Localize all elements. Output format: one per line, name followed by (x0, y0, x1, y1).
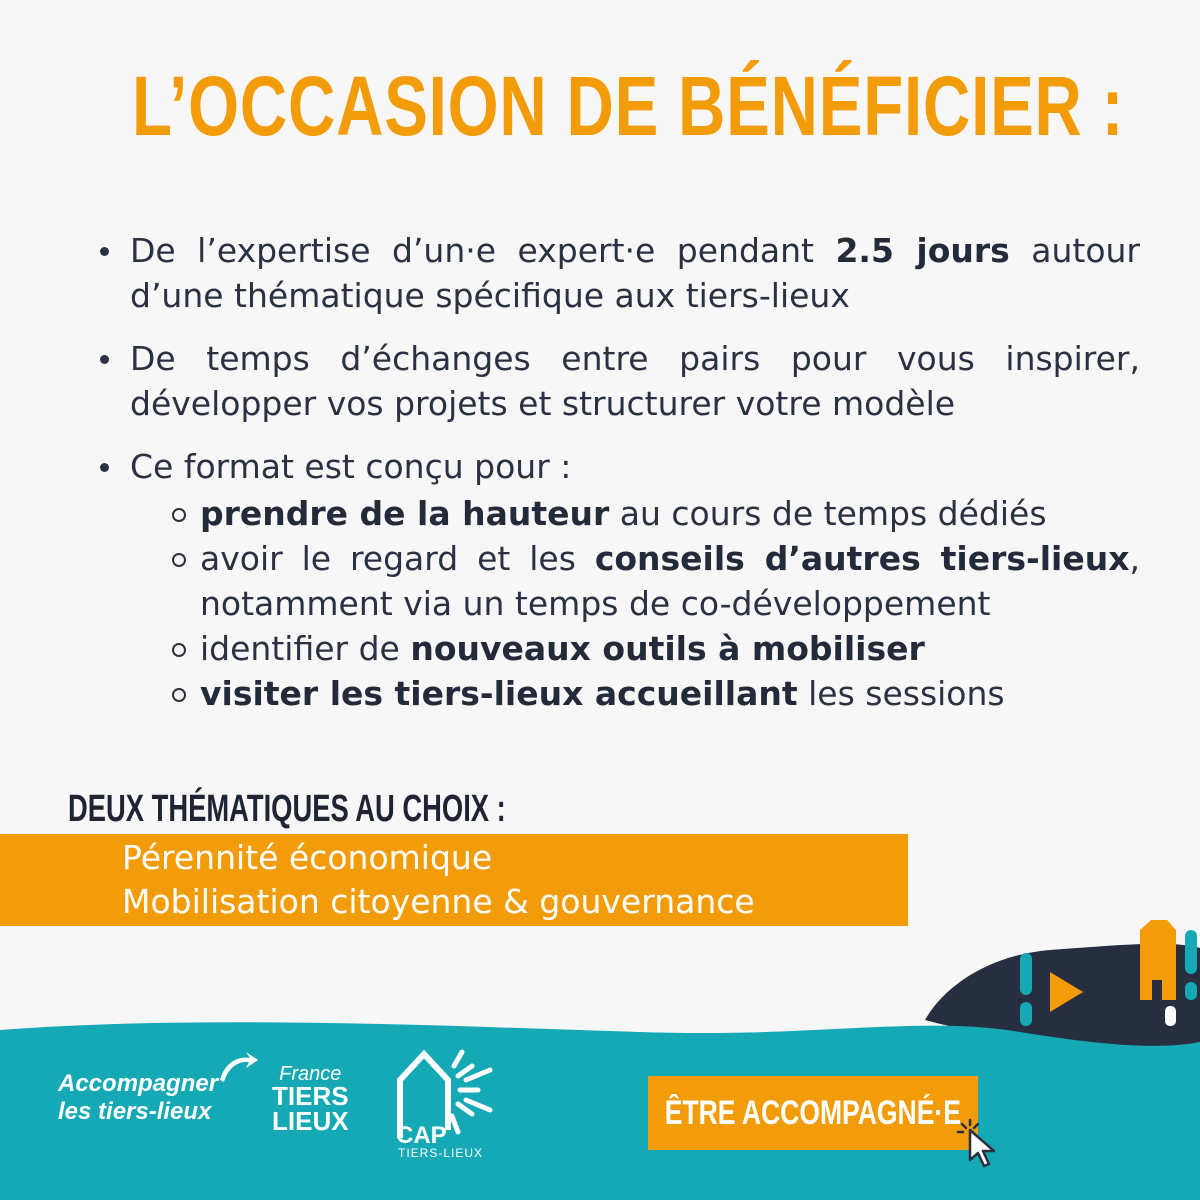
sub-text: au cours de temps dédiés (609, 494, 1047, 533)
sub-list-item (170, 491, 1140, 536)
sub-list-item (170, 536, 1140, 626)
page-title: L’OCCASION DE BÉNÉFICIER : (132, 59, 1125, 153)
logo-text: Accompagner (58, 1070, 219, 1097)
bullet-text: De l’expertise d’un·e expert·e pendant (130, 231, 836, 270)
france-tiers-lieux-logo (272, 1064, 349, 1134)
bullet-text: autour d’une thématique spécifique aux tiers-lieux (130, 231, 1140, 315)
bullet-text: De temps d’échanges entre pairs pour vous inspirer, développer vos projets et structurer votre modèle (130, 339, 1140, 423)
deco-bar (1165, 1006, 1176, 1026)
sub-list (130, 491, 1140, 716)
sub-bold: prendre de la hauteur (200, 494, 610, 533)
sub-list-item (170, 626, 1140, 671)
cursor-icon (956, 1118, 1004, 1170)
logo-text: CAP (396, 1122, 447, 1149)
logo-text: TIERS-LIEUX (398, 1146, 484, 1160)
deco-bar (1020, 1002, 1032, 1026)
footer-decoration (0, 920, 1200, 1200)
sub-bold: conseils d’autres tiers-lieux (594, 539, 1130, 578)
bullet-text: Ce format est conçu pour : (130, 447, 572, 486)
deco-bar (1185, 982, 1197, 1000)
sub-text: avoir le regard et les (200, 539, 595, 578)
sub-text: , notamment via un temps de co-développement (200, 539, 1140, 623)
theme-item: Mobilisation citoyenne & gouvernance (122, 882, 755, 921)
deco-bar (1020, 953, 1032, 995)
sub-bold: visiter les tiers-lieux accueillant (200, 674, 798, 713)
logo-text: LIEUX (272, 1106, 349, 1136)
cta-label: ÊTRE ACCOMPAGNÉ·E (664, 1093, 962, 1132)
list-item (98, 444, 1140, 716)
cta-button[interactable] (648, 1076, 978, 1150)
accompagner-logo (58, 1070, 218, 1126)
themes-box (0, 834, 908, 926)
list-item (98, 228, 1140, 318)
logo-text: TIERS (272, 1081, 349, 1111)
themes-heading: DEUX THÉMATIQUES AU CHOIX : (68, 788, 506, 830)
theme-item: Pérennité économique (122, 838, 493, 877)
cap-tiers-lieux-logo (394, 1052, 498, 1162)
sub-list-item (170, 671, 1140, 716)
list-item (98, 336, 1140, 426)
deco-bar (1185, 930, 1197, 974)
sub-text: les sessions (797, 674, 1005, 713)
logo-text: France (279, 1063, 342, 1085)
bullet-bold: 2.5 jours (835, 231, 1010, 270)
sub-bold: nouveaux outils à mobiliser (410, 629, 925, 668)
sub-text: identifier de (200, 629, 411, 668)
benefits-list (98, 228, 1140, 716)
logo-text: les tiers-lieux (58, 1098, 212, 1125)
